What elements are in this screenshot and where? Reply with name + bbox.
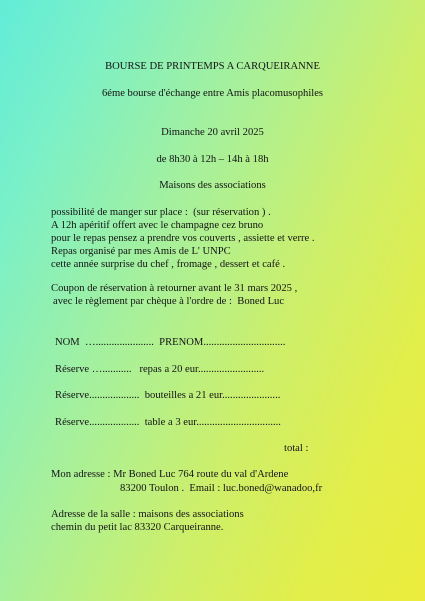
table-reservation-field[interactable]: Réserve................... table a 3 eur................................ bbox=[55, 417, 281, 428]
event-date: Dimanche 20 avril 2025 bbox=[161, 127, 264, 138]
name-field[interactable]: NOM …...................... PRENOM............................... bbox=[55, 337, 286, 348]
coupon-line: Coupon de réservation à retourner avant le 31 mars 2025 , bbox=[51, 283, 298, 294]
address-line: 83200 Toulon . Email : luc.boned@wanadoo,fr bbox=[120, 483, 323, 494]
info-line: pour le repas pensez a prendre vos couverts , assiette et verre . bbox=[51, 233, 315, 244]
bottles-reservation-field[interactable]: Réserve................... bouteilles a 21 eur...................... bbox=[55, 390, 281, 401]
venue-line: Adresse de la salle : maisons des associations bbox=[51, 509, 244, 520]
event-place: Maisons des associations bbox=[159, 180, 266, 191]
coupon-line: avec le règlement par chèque à l'ordre de : Boned Luc bbox=[53, 296, 285, 307]
info-line: cette année surprise du chef , fromage , dessert et café . bbox=[51, 259, 286, 270]
event-title: BOURSE DE PRINTEMPS A CARQUEIRANNE bbox=[105, 61, 320, 72]
venue-line: chemin du petit lac 83320 Carqueiranne. bbox=[51, 522, 224, 533]
address-line: Mon adresse : Mr Boned Luc 764 route du val d'Ardene bbox=[51, 469, 289, 480]
info-line: possibilité de manger sur place : (sur réservation ) . bbox=[51, 207, 271, 218]
event-hours: de 8h30 à 12h – 14h à 18h bbox=[156, 154, 269, 165]
event-subtitle: 6éme bourse d'échange entre Amis placomusophiles bbox=[101, 88, 324, 99]
meal-reservation-field[interactable]: Réserve …........... repas a 20 eur......................... bbox=[55, 364, 265, 375]
total-label: total : bbox=[284, 443, 309, 454]
info-line: Repas organisé par mes Amis de L' UNPC bbox=[51, 246, 231, 257]
info-line: A 12h apéritif offert avec le champagne cez bruno bbox=[51, 220, 264, 231]
